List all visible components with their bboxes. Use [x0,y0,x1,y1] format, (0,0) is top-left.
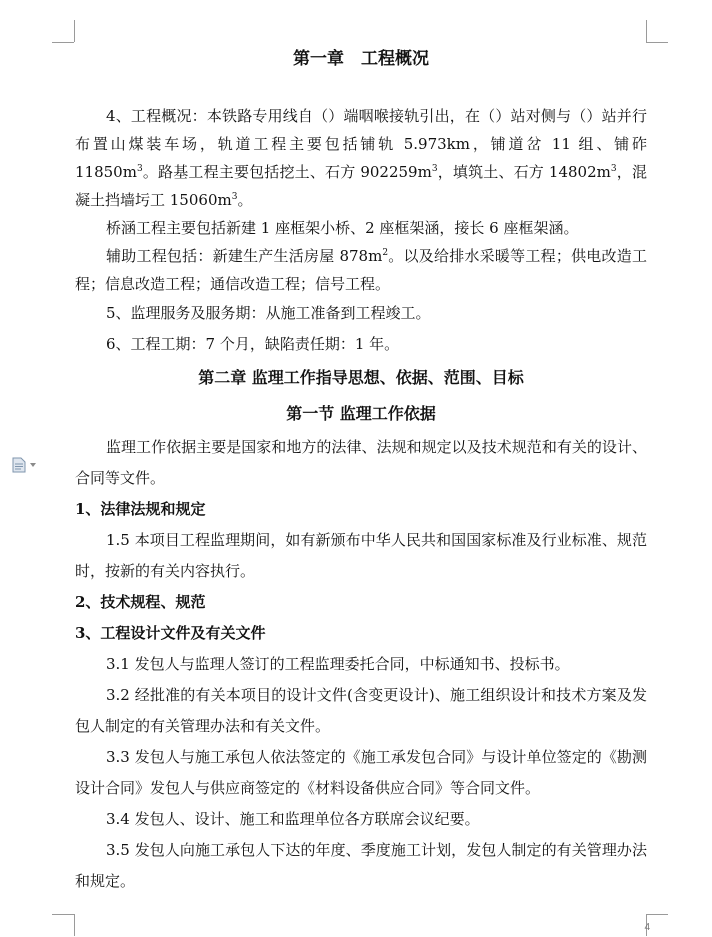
chapter-2-title: 第二章 监理工作指导思想、依据、范围、目标 [198,368,524,387]
paragraph-3-4: 3.4 发包人、设计、施工和监理单位各方联席会议纪要。 [106,810,480,828]
paragraph-3-1: 3.1 发包人与监理人签订的工程监理委托合同，中标通知书、投标书。 [106,655,570,673]
paragraph-options-button[interactable] [12,457,40,473]
crop-mark-bottom-left-h [52,914,74,915]
paragraph-3-5: 3.5 发包人向施工承包人下达的年度、季度施工计划，发包人制定的有关管理办法和规定。 [75,841,647,890]
heading-design-documents: 3、工程设计文件及有关文件 [75,624,266,642]
page-number: 4 [644,922,650,933]
crop-mark-bottom-right-h [646,914,668,915]
paragraph-3-3: 3.3 发包人与施工承包人依法签定的《施工承发包合同》与设计单位签定的《勘测设计合同》发包人与供应商签定的《材料设备供应合同》等合同文件。 [75,748,647,797]
paragraph-3-2: 3.2 经批准的有关本项目的设计文件(含变更设计)、施工组织设计和技术方案及发包人制定的有关管理办法和有关文件。 [75,686,647,735]
paragraph-construction-period: 6、工程工期：7 个月，缺陷责任期：1 年。 [106,335,400,353]
crop-mark-top-left-v [74,20,75,42]
chevron-down-icon [30,463,36,467]
heading-laws-regulations: 1、法律法规和规定 [75,500,206,518]
document-body [75,44,647,897]
paragraph-project-overview: 4、工程概况：本铁路专用线自（）端咽喉接轨引出，在（）站对侧与（）站并行布置山煤装车场，轨道工程主要包括铺轨 5.973km，铺道岔 11 组、铺砟 $11850m^3$。路基工程主要包括挖土、石方 $902259m^3$，填筑土、石方 $14802m^3$，混凝土挡墙圬工 $15060m^3$。 [75,107,647,209]
paragraph-auxiliary-works: 辅助工程包括：新建生产生活房屋 $878m^2$。以及给排水采暖等工程；供电改造工程；信息改造工程；通信改造工程；信号工程。 [75,247,647,293]
crop-mark-top-left-h [52,42,74,43]
section-1-title: 第一节 监理工作依据 [286,404,436,423]
paragraph-service-period: 5、监理服务及服务期：从施工准备到工程竣工。 [106,304,431,322]
crop-mark-top-right-h [646,42,668,43]
paragraph-1-5: 1.5 本项目工程监理期间，如有新颁布中华人民共和国国家标准及行业标准、规范时，按新的有关内容执行。 [75,531,647,580]
paragraph-basis-intro: 监理工作依据主要是国家和地方的法律、法规和规定以及技术规范和有关的设计、合同等文件。 [75,438,647,487]
document-icon [12,457,26,473]
heading-technical-codes: 2、技术规程、规范 [75,593,206,611]
chapter-1-title: 第一章 工程概况 [293,49,429,69]
crop-mark-top-right-v [646,20,647,42]
paragraph-bridges-culverts: 桥涵工程主要包括新建 1 座框架小桥、2 座框架涵，接长 6 座框架涵。 [106,219,579,237]
crop-mark-bottom-left-v [74,914,75,936]
